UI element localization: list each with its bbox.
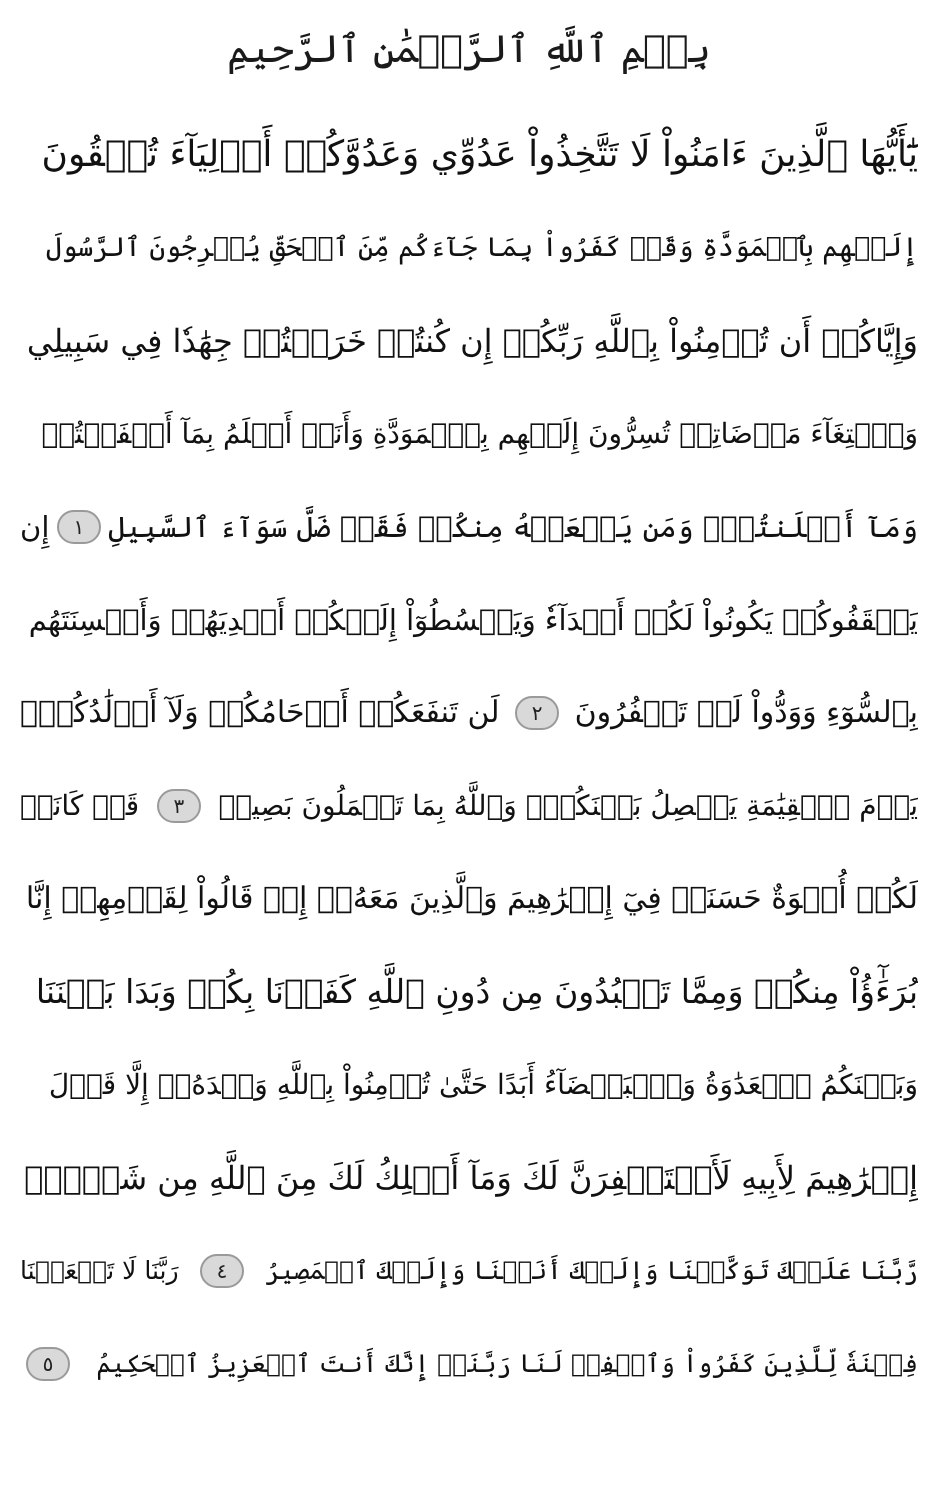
ayah-number-marker: ٢ — [515, 696, 559, 730]
verse-line — [20, 573, 918, 666]
verse-line — [20, 201, 918, 294]
verse-line — [20, 945, 918, 1038]
verse-text: وَإِيَّاكُمۡ أَن تُؤۡمِنُواْ بِٱللَّهِ رَبِّكُمۡ إِن كُنتُمۡ خَرَجۡتُمۡ جِهَٰدٗا فِي سَبِيلِي — [26, 321, 918, 360]
verse-text: إِبۡرَٰهِيمَ لِأَبِيهِ لَأَسۡتَغۡفِرَنَّ لَكَ وَمَآ أَمۡلِكُ لَكَ مِنَ ٱللَّهِ مِن شَيۡءٖۖ — [24, 1158, 918, 1197]
verse-line — [20, 1038, 918, 1131]
verse-text: رَّبَّنَا عَلَيۡكَ تَوَكَّلۡنَا وَإِلَيۡكَ أَنَبۡنَا وَإِلَيۡكَ ٱلۡمَصِيرُ — [265, 1256, 918, 1285]
verse-lines — [20, 108, 918, 1508]
ayah-number-marker: ٣ — [157, 789, 201, 823]
verse-text: بُرَءَٰٓؤُاْ مِنكُمۡ وَمِمَّا تَعۡبُدُونَ مِن دُونِ ٱللَّهِ كَفَرۡنَا بِكُمۡ وَبَدَا بَيۡنَنَا — [35, 972, 918, 1011]
verse-text: يَثۡقَفُوكُمۡ يَكُونُواْ لَكُمۡ أَعۡدَآءٗ وَيَبۡسُطُوٓاْ إِلَيۡكُمۡ أَيۡدِيَهُمۡ وَأَلۡسِنَتَهُم — [28, 602, 918, 637]
verse-text: يَٰٓأَيُّهَا ٱلَّذِينَ ءَامَنُواْ لَا تَتَّخِذُواْ عَدُوِّي وَعَدُوَّكُمۡ أَوۡلِيَآءَ تُلۡقُونَ — [41, 134, 918, 175]
verse-text: قَدۡ كَانَتۡ — [20, 789, 140, 822]
verse-text: لَكُمۡ أُسۡوَةٌ حَسَنَةٞ فِيٓ إِبۡرَٰهِيمَ وَٱلَّذِينَ مَعَهُۥٓ إِذۡ قَالُواْ لِقَوۡمِهِمۡ إِنَّا — [25, 881, 918, 916]
verse-text: وَمَآ أَعۡلَنتُمۡۚ وَمَن يَفۡعَلۡهُ مِنكُمۡ فَقَدۡ ضَلَّ سَوَآءَ ٱلسَّبِيلِ — [108, 509, 918, 544]
verse-line — [20, 387, 918, 480]
verse-line — [20, 480, 918, 573]
verse-text: وَبَيۡنَكُمُ ٱلۡعَدَٰوَةُ وَٱلۡبَغۡضَآءُ أَبَدًا حَتَّىٰ تُؤۡمِنُواْ بِٱللَّهِ وَحۡدَهُۥٓ إِلَّا قَوۡلَ — [48, 1068, 918, 1101]
verse-text: رَبَّنَا لَا تَجۡعَلۡنَا — [20, 1256, 179, 1285]
verse-text: إِن — [20, 509, 50, 544]
verse-line — [20, 759, 918, 852]
verse-line — [20, 294, 918, 387]
verse-line — [20, 1317, 918, 1410]
verse-line — [20, 852, 918, 945]
verse-text: يَوۡمَ ٱلۡقِيَٰمَةِ يَفۡصِلُ بَيۡنَكُمۡۚ وَٱللَّهُ بِمَا تَعۡمَلُونَ بَصِيرٞ — [218, 789, 918, 822]
verse-line — [20, 1224, 918, 1317]
verse-text: بِٱلسُّوٓءِ وَوَدُّواْ لَوۡ تَكۡفُرُونَ — [574, 695, 918, 730]
ayah-number-marker: ٤ — [200, 1254, 244, 1288]
ayah-number-marker: ٥ — [26, 1347, 70, 1381]
ayah-number-marker: ١ — [57, 510, 101, 544]
verse-line — [20, 1131, 918, 1224]
verse-line — [20, 666, 918, 759]
verse-text: إِلَيۡهِم بِٱلۡمَوَدَّةِ وَقَدۡ كَفَرُواْ بِمَا جَآءَكُم مِّنَ ٱلۡحَقِّ يُخۡرِجُونَ ٱلرَّسُولَ — [45, 232, 918, 263]
verse-text: لَن تَنفَعَكُمۡ أَرۡحَامُكُمۡ وَلَآ أَوۡلَٰدُكُمۡۚ — [20, 695, 500, 730]
verse-text: وَٱبۡتِغَآءَ مَرۡضَاتِيۚ تُسِرُّونَ إِلَيۡهِم بِٱلۡمَوَدَّةِ وَأَنَا۠ أَعۡلَمُ بِمَآ أَخۡفَيۡتُمۡ — [41, 417, 918, 450]
verse-line — [20, 108, 918, 201]
verse-text: فِتۡنَةٗ لِّلَّذِينَ كَفَرُواْ وَٱغۡفِرۡ لَنَا رَبَّنَآۖ إِنَّكَ أَنتَ ٱلۡعَزِيزُ ٱلۡحَكِيمُ — [96, 1349, 918, 1378]
basmala-header: بِسۡمِ ٱللَّهِ ٱلرَّحۡمَٰنِ ٱلرَّحِيمِ — [227, 27, 711, 71]
